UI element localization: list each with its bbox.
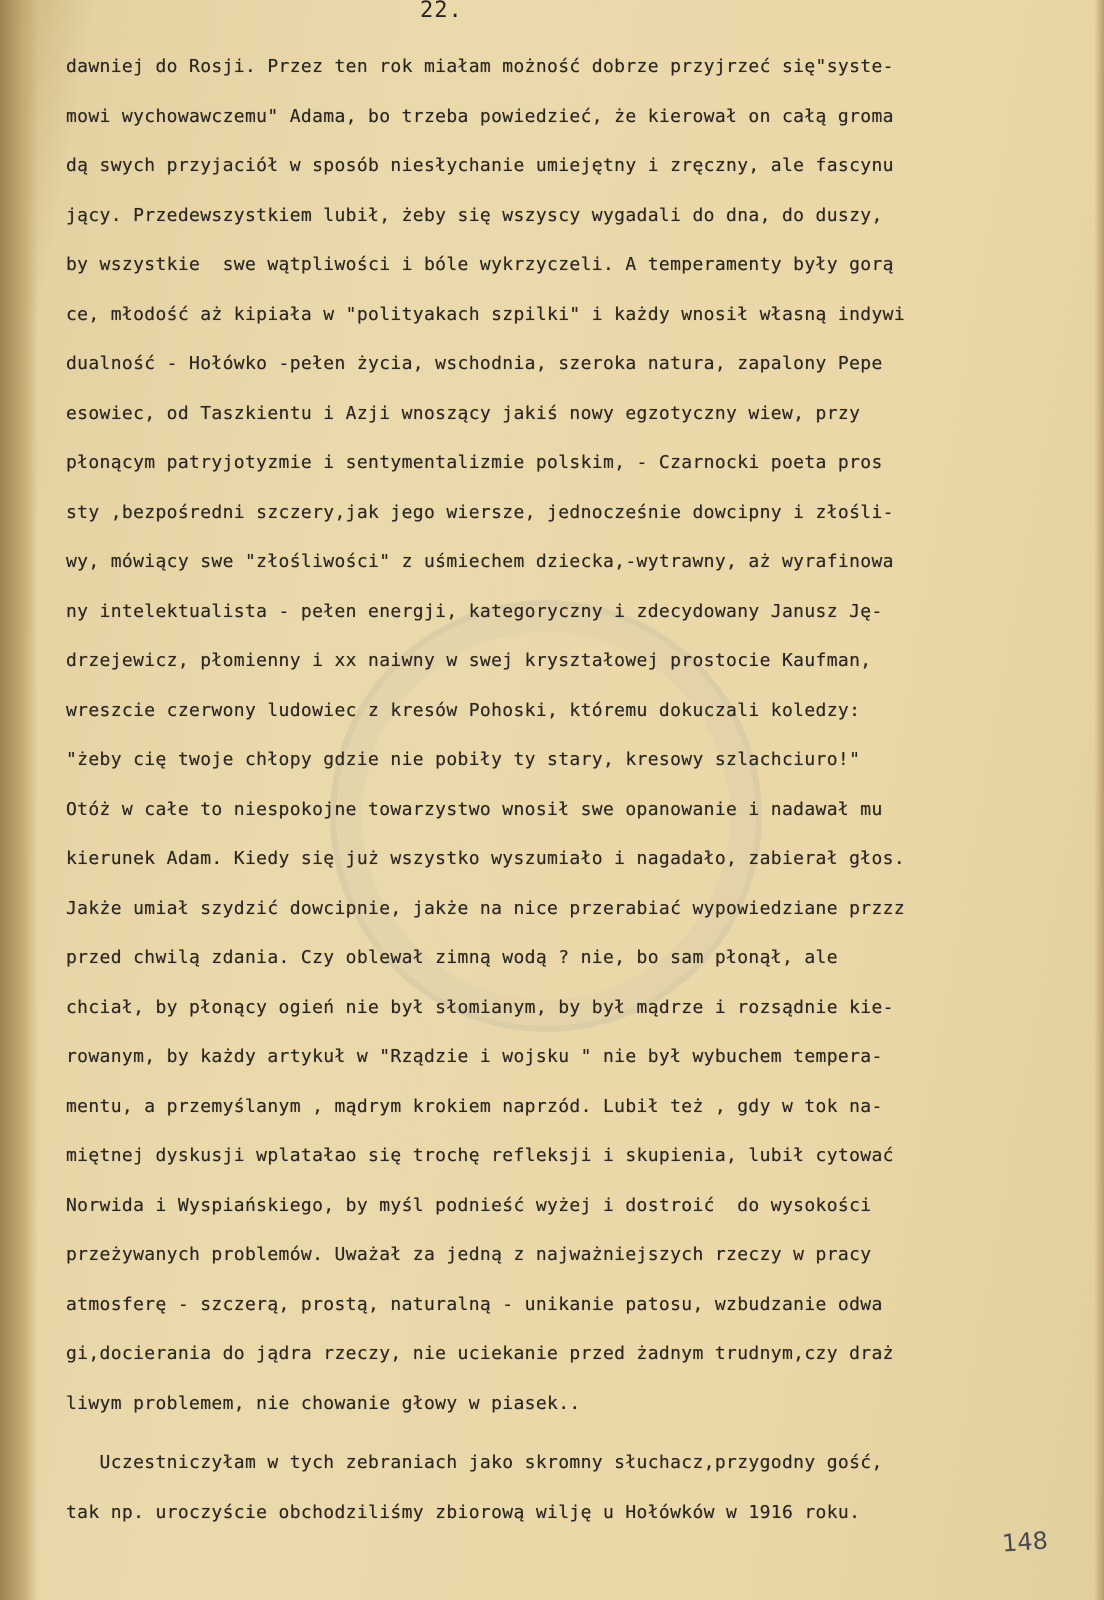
text-line: sty ,bezpośredni szczery,jak jego wiersze, jednocześnie dowcipny i złośli- (66, 501, 894, 523)
text-line: miętnej dyskusji wplatałao się trochę refleksji i skupienia, lubił cytować (66, 1145, 894, 1166)
text-line: kierunek Adam. Kiedy się już wszystko wyszumiało i nagadało, zabierał głos. (66, 848, 906, 869)
text-line: ny intelektualista - pełen energji, kategoryczny i zdecydowany Janusz Ję- (66, 600, 883, 622)
text-line: mowi wychowawczemu" Adama, bo trzeba powiedzieć, że kierował on całą groma (66, 105, 894, 127)
text-line: mentu, a przemyślanym , mądrym krokiem naprzód. Lubił też , gdy w tok na- (66, 1095, 883, 1117)
text-line: chciał, by płonący ogień nie był słomianym, by był mądrze i rozsądnie kie- (66, 996, 894, 1018)
text-line: wy, mówiący swe "złośliwości" z uśmiechem dziecka,-wytrawny, aż wyrafinowa (66, 551, 894, 572)
text-line: drzejewicz, płomienny i xx naiwny w swej kryształowej prostocie Kaufman, (66, 650, 872, 671)
handwritten-folio-number: 148 (1001, 1526, 1049, 1558)
text-line: esowiec, od Taszkientu i Azji wnoszący jakiś nowy egzotyczny wiew, przy (66, 402, 861, 424)
text-line: wreszcie czerwony ludowiec z kresów Pohoski, któremu dokuczali koledzy: (66, 699, 861, 721)
text-line: Otóż w całe to niespokojne towarzystwo wnosił swe opanowanie i nadawał mu (66, 798, 883, 820)
text-line: dawniej do Rosji. Przez ten rok miałam możność dobrze przyjrzeć się"syste- (66, 56, 894, 77)
text-line: atmosferę - szczerą, prostą, naturalną - unikanie patosu, wzbudzanie odwa (66, 1293, 883, 1315)
text-line: przed chwilą zdania. Czy oblewał zimną wodą ? nie, bo sam płonął, ale (66, 947, 838, 968)
text-line: jący. Przedewszystkiem lubił, żeby się wszyscy wygadali do dna, do duszy, (66, 204, 883, 226)
text-line: liwym problemem, nie chowanie głowy w piasek.. (66, 1392, 581, 1414)
text-line: ce, młodość aż kipiała w "polityakach szpilki" i każdy wnosił własną indywi (66, 303, 906, 325)
page-right-edge (1094, 0, 1104, 1600)
text-line: dualność - Hołówko -pełen życia, wschodnia, szeroka natura, zapalony Pepe (66, 353, 883, 374)
text-line: "żeby cię twoje chłopy gdzie nie pobiły ty stary, kresowy szlachciuro!" (66, 749, 861, 770)
text-line: rowanym, by każdy artykuł w "Rządzie i wojsku " nie był wybuchem tempera- (66, 1046, 883, 1067)
text-line: płonącym patryjotyzmie i sentymentalizmie polskim, - Czarnocki poeta pros (66, 452, 883, 473)
typewritten-text (66, 42, 1076, 1537)
text-line: gi,docierania do jądra rzeczy, nie uciekanie przed żadnym trudnym,czy draż (66, 1343, 894, 1364)
text-line: dą swych przyjaciół w sposób niesłychanie umiejętny i zręczny, ale fascynu (66, 155, 894, 176)
page-number: 22. (420, 0, 463, 23)
text-line: przeżywanych problemów. Uważał za jedną z najważniejszych rzeczy w pracy (66, 1244, 872, 1265)
page-edge-shadow (0, 0, 38, 1600)
text-line: tak np. uroczyście obchodziliśmy zbiorową wilję u Hołówków w 1916 roku. (66, 1501, 861, 1523)
text-line: by wszystkie swe wątpliwości i bóle wykrzyczeli. A temperamenty były gorą (66, 254, 894, 275)
paragraph-gap (66, 1428, 1076, 1438)
text-line: Jakże umiał szydzić dowcipnie, jakże na nice przerabiać wypowiedziane przzz (66, 897, 906, 919)
text-line: Uczestniczyłam w tych zebraniach jako skromny słuchacz,przygodny gość, (66, 1452, 883, 1473)
text-line: Norwida i Wyspiańskiego, by myśl podnieść wyżej i dostroić do wysokości (66, 1194, 872, 1216)
